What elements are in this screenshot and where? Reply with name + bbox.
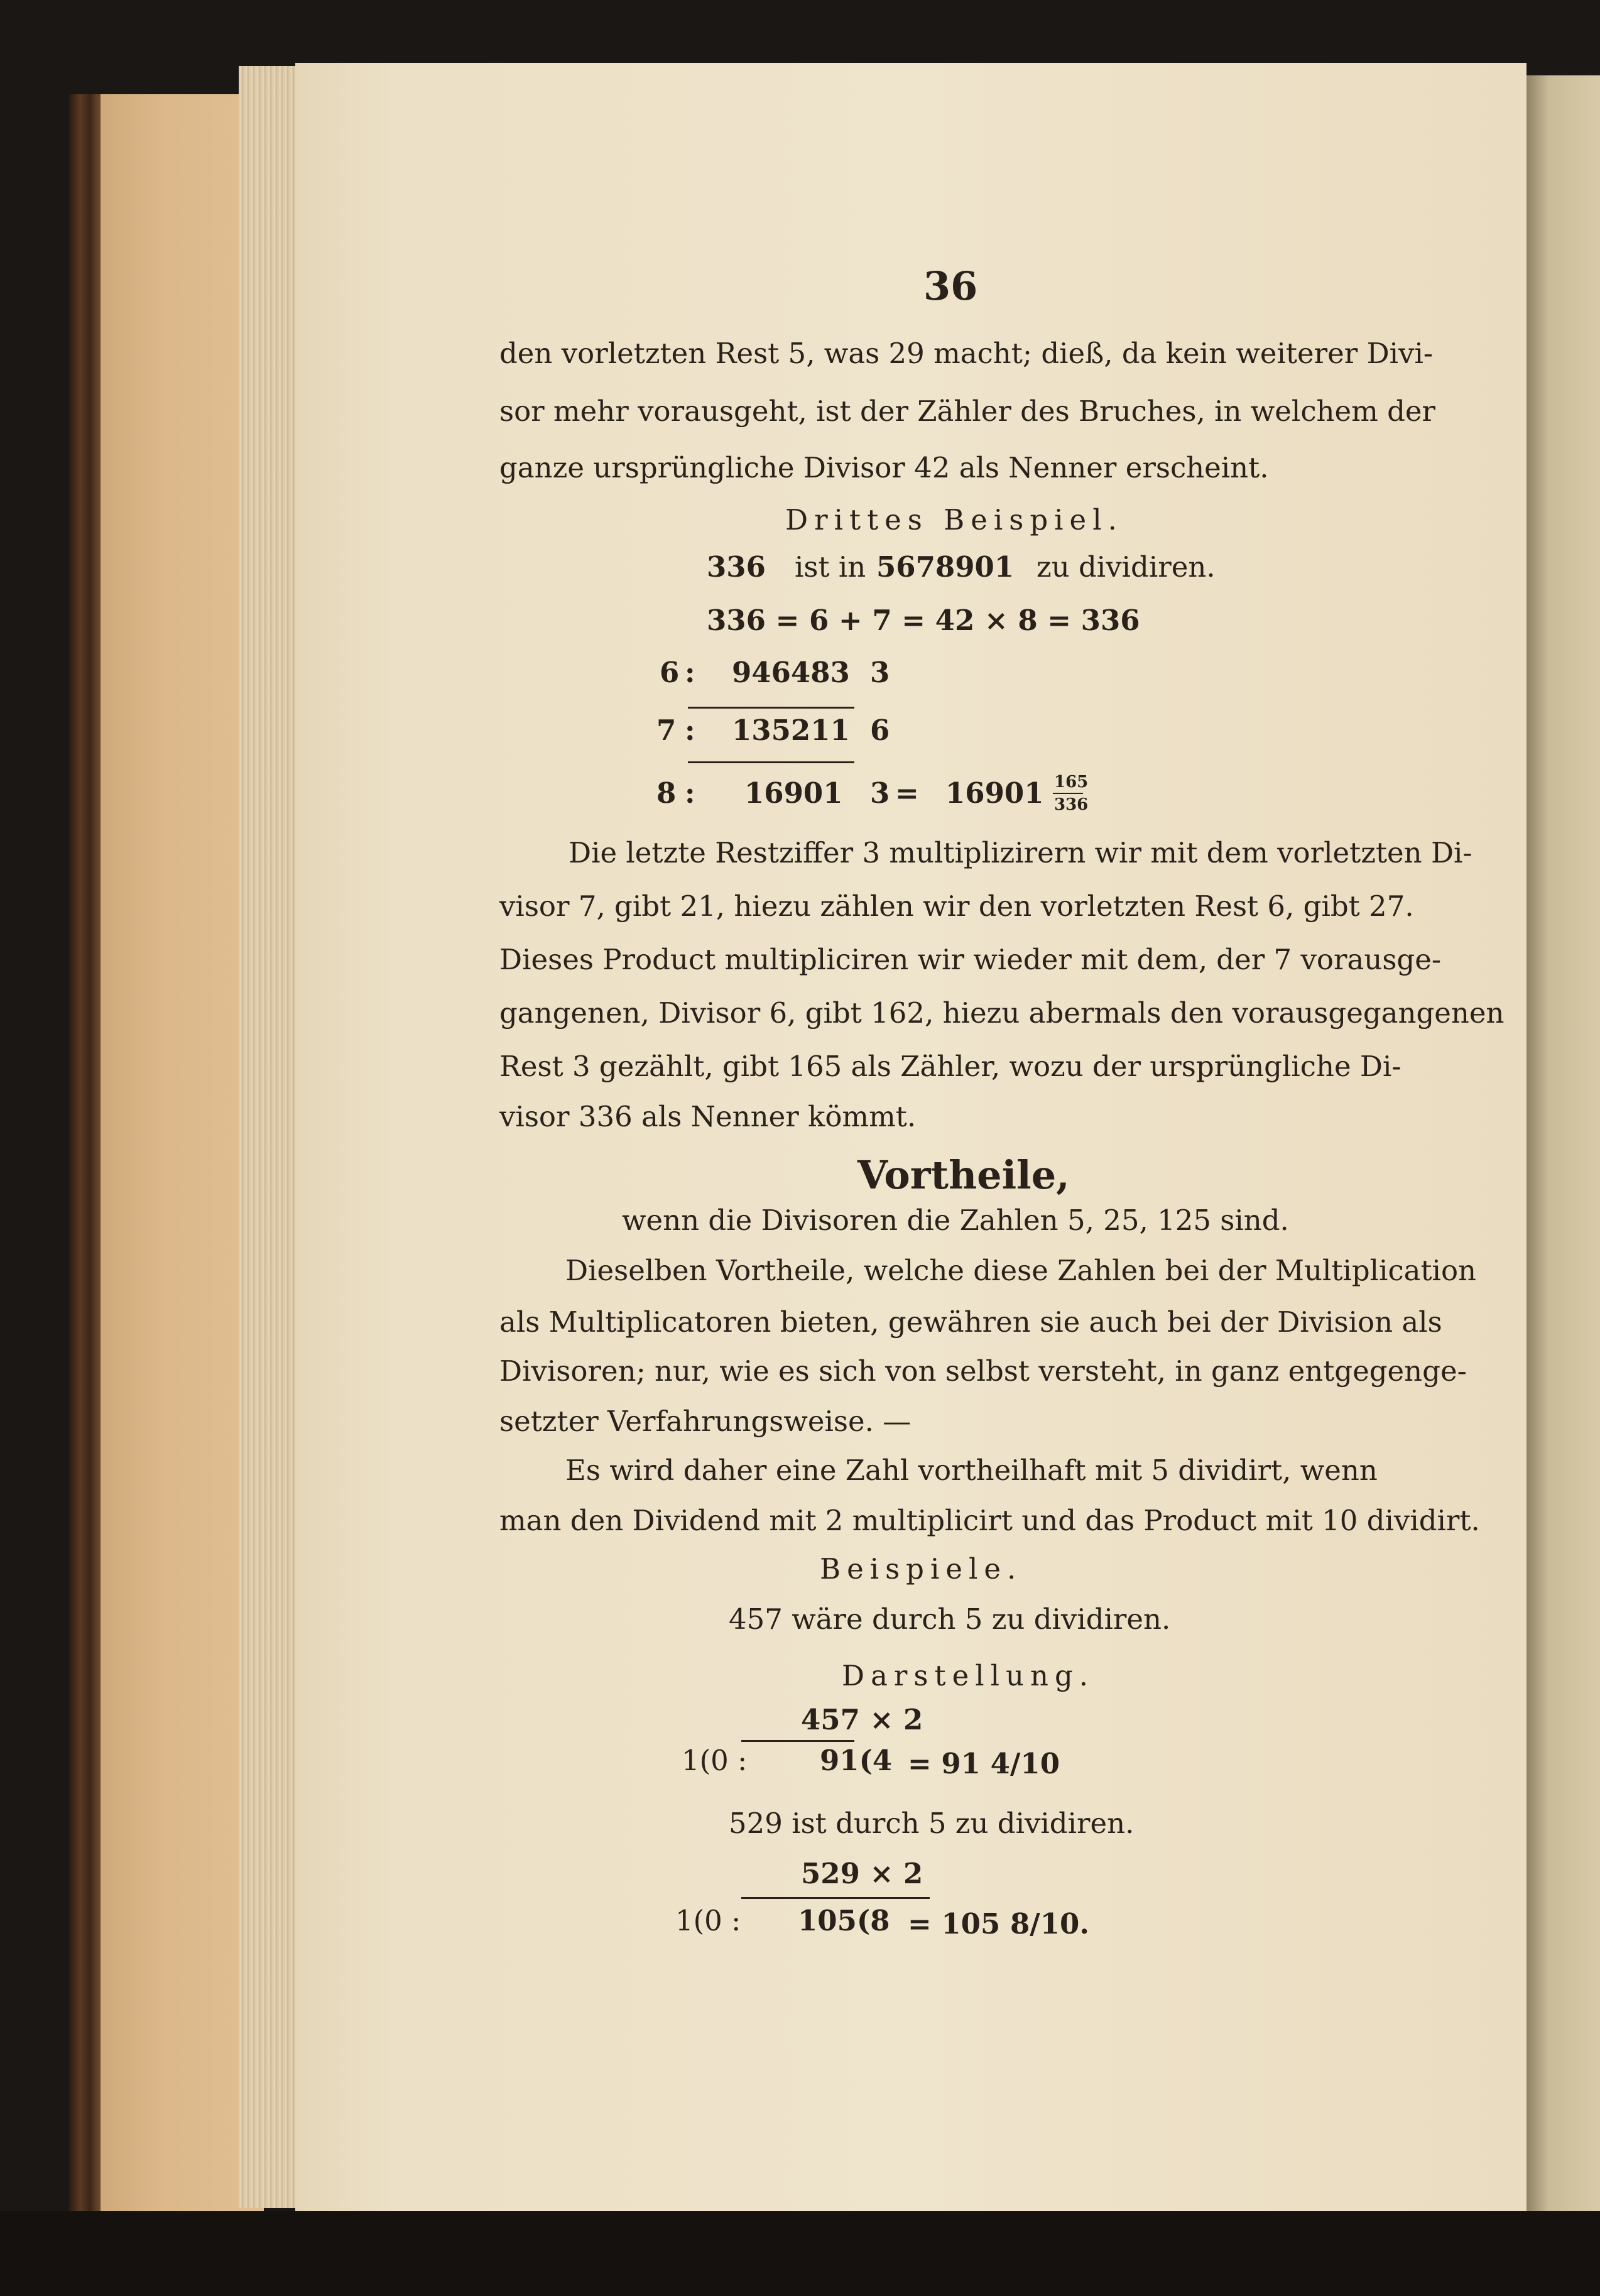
result-denominator: 336: [1054, 795, 1089, 814]
section-line-3: Divisoren; nur, wie es sich von selbst versteht, in ganz entgegenge-: [499, 1354, 1467, 1388]
body-line-1: den vorletzten Rest 5, was 29 macht; dieß, da kein weiterer Divi-: [499, 337, 1434, 370]
example-2-value: 105(8: [798, 1904, 890, 1937]
result-numerator: 165: [1054, 773, 1089, 792]
example-2-result: = 105 8/10.: [908, 1907, 1090, 1940]
task-dividend: 5678901: [876, 550, 1015, 584]
result-equals: =: [895, 776, 919, 810]
example-2-top: 529 × 2: [801, 1857, 923, 1890]
row-3-divisor: 8: [656, 776, 677, 810]
explanation-line-4: gangenen, Divisor 6, gibt 162, hiezu abermals den vorausgegangenen: [499, 996, 1505, 1030]
row-1-value: 946483: [732, 656, 850, 689]
section-line-4: setzter Verfahrungsweise. —: [499, 1405, 912, 1438]
darstellung-label: Darstellung.: [842, 1659, 1095, 1692]
example-2-text: 529 ist durch 5 zu dividiren.: [729, 1807, 1135, 1840]
result-whole: 16901: [945, 776, 1044, 810]
page-number: 36: [923, 263, 978, 309]
row-1-divisor: 6: [660, 656, 680, 689]
task-end: zu dividiren.: [1037, 550, 1216, 584]
row-1-rest: 3: [870, 656, 890, 689]
factor-line: 336 = 6 + 7 = 42 × 8 = 336: [707, 604, 1140, 637]
example-1-rule: [741, 1740, 854, 1742]
example-1-divisor: 1(0 :: [682, 1744, 748, 1777]
explanation-line-6: visor 336 als Nenner kömmt.: [499, 1100, 917, 1133]
row-3-colon: :: [685, 776, 695, 810]
division-rule-1: [688, 707, 854, 709]
section-heading: Vortheile,: [857, 1152, 1070, 1198]
section-subheading: wenn die Divisoren die Zahlen 5, 25, 125 sind.: [622, 1204, 1289, 1237]
task-mid: ist in: [795, 550, 866, 584]
example-2-rule: [741, 1897, 930, 1899]
section-line-1: Dieselben Vortheile, welche diese Zahlen bei der Multiplication: [565, 1254, 1477, 1287]
examples-heading: Beispiele.: [820, 1552, 1023, 1586]
row-3-value: 16901: [744, 776, 843, 810]
section-line-6: man den Dividend mit 2 multiplicirt und das Product mit 10 dividirt.: [499, 1504, 1480, 1537]
body-line-2: sor mehr vorausgeht, ist der Zähler des Bruches, in welchem der: [499, 394, 1436, 428]
task-number: 336: [707, 550, 766, 584]
example-1-result: = 91 4/10: [908, 1747, 1060, 1780]
division-rule-2: [688, 761, 854, 763]
body-line-3: ganze ursprüngliche Divisor 42 als Nenner erscheint.: [499, 451, 1269, 484]
explanation-line-1: Die letzte Restziffer 3 multiplizirern wir mit dem vorletzten Di-: [569, 836, 1472, 869]
row-2-divisor: 7: [656, 714, 677, 747]
explanation-line-5: Rest 3 gezählt, gibt 165 als Zähler, wozu der ursprüngliche Di-: [499, 1050, 1401, 1083]
background-shadow: [0, 2211, 1600, 2296]
example-heading: Drittes Beispiel.: [785, 503, 1123, 536]
row-2-colon: :: [685, 714, 695, 747]
section-line-2: als Multiplicatoren bieten, gewähren sie auch bei der Division als: [499, 1305, 1442, 1339]
facing-page-edge: [1527, 75, 1600, 2211]
example-1-value: 91(4: [820, 1744, 893, 1777]
example-1-text: 457 wäre durch 5 zu dividiren.: [729, 1602, 1171, 1636]
example-1-top: 457 × 2: [801, 1703, 923, 1736]
explanation-line-2: visor 7, gibt 21, hiezu zählen wir den vorletzten Rest 6, gibt 27.: [499, 890, 1414, 923]
row-2-value: 135211: [732, 714, 850, 747]
fraction-bar: [1053, 793, 1083, 794]
explanation-line-3: Dieses Product multipliciren wir wieder mit dem, der 7 vorausge-: [499, 943, 1442, 976]
row-1-colon: :: [685, 656, 695, 689]
example-2-divisor: 1(0 :: [675, 1904, 741, 1937]
row-2-rest: 6: [870, 714, 890, 747]
row-3-rest: 3: [870, 776, 890, 810]
section-line-5: Es wird daher eine Zahl vortheilhaft mit 5 dividirt, wenn: [565, 1454, 1378, 1487]
